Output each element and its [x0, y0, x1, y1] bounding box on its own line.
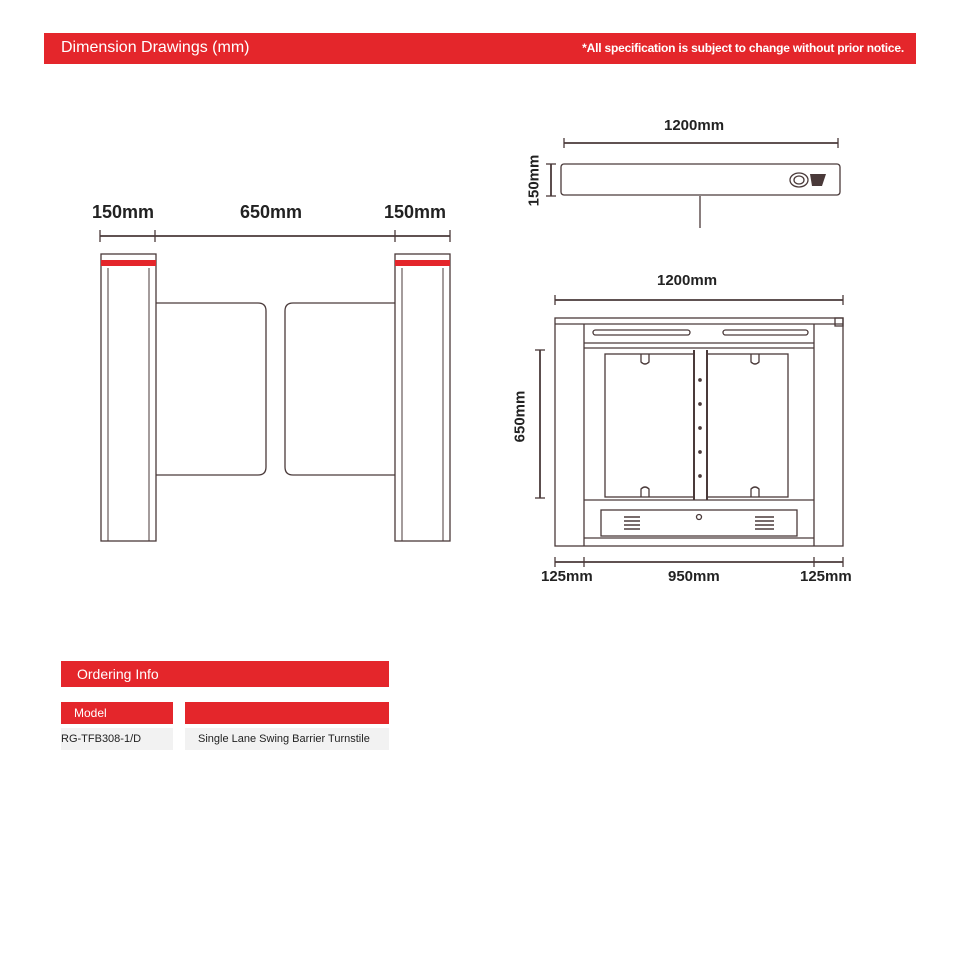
side-view-drawing	[535, 295, 843, 567]
side-dim-center-label: 950mm	[668, 568, 720, 585]
side-view-width-label: 1200mm	[657, 272, 718, 289]
front-dim-right-label: 150mm	[384, 202, 447, 222]
model-column-header	[61, 702, 173, 724]
model-cell	[61, 728, 173, 750]
ordering-info-title: Ordering Info	[77, 666, 159, 682]
description-column-header	[185, 702, 389, 724]
disclaimer-notice: *All specification is subject to change without prior notice.	[582, 41, 904, 55]
side-dim-left-label: 125mm	[541, 568, 593, 585]
top-view-width-label: 1200mm	[664, 117, 725, 134]
description-value: Single Lane Swing Barrier Turnstile	[198, 733, 370, 745]
description-cell	[185, 728, 389, 750]
ordering-info-banner	[61, 661, 389, 687]
side-view-height-label: 650mm	[511, 390, 529, 443]
top-view-height-label: 150mm	[525, 154, 543, 207]
model-value: RG-TFB308-1/D	[61, 733, 142, 745]
top-view-drawing	[546, 138, 840, 228]
front-dim-left-label: 150mm	[92, 202, 155, 222]
model-header-label: Model	[74, 706, 107, 720]
front-view-drawing	[100, 230, 450, 541]
front-dim-center-label: 650mm	[240, 202, 303, 222]
page-title: Dimension Drawings (mm)	[61, 39, 250, 56]
side-dim-right-label: 125mm	[800, 568, 852, 585]
